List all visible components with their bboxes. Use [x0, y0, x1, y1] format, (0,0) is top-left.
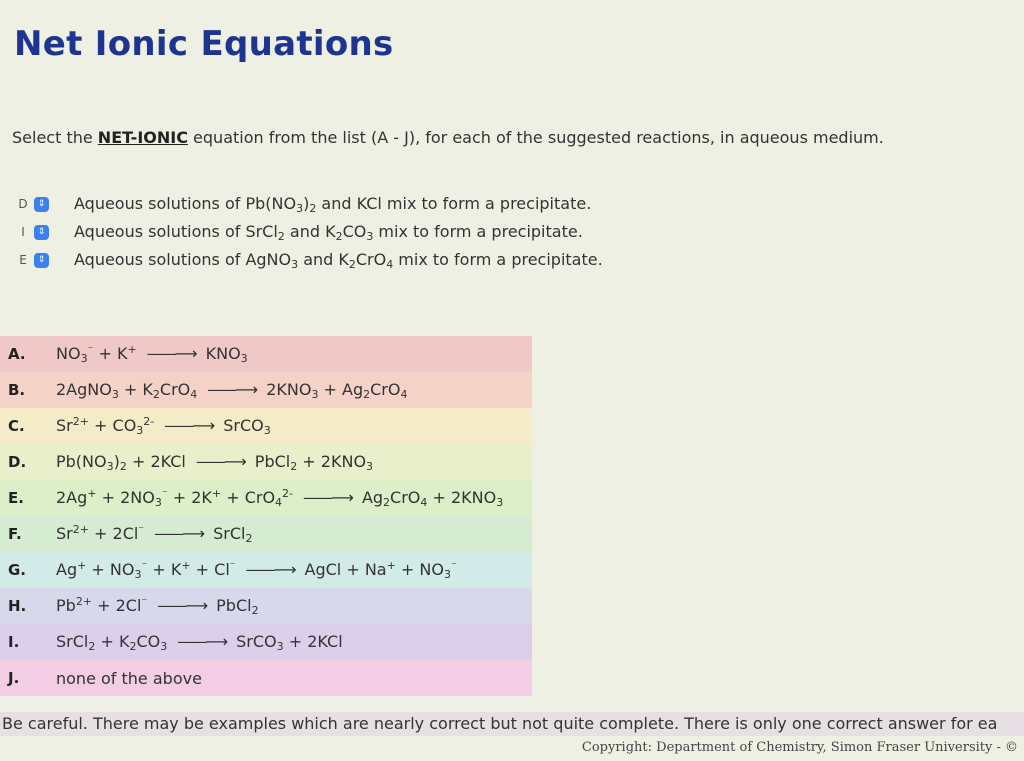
option-letter: C.	[8, 417, 25, 435]
answer-select-1[interactable]	[12, 194, 68, 214]
equation: $Pb^{2+} + 2Cl^{^-}$ ——⟶ PbCl$_2$	[56, 595, 259, 617]
instructions	[12, 128, 1012, 147]
instructions-prefix: Select the	[12, 128, 98, 147]
reaction-item	[12, 246, 603, 274]
selected-value: E	[19, 253, 27, 267]
reaction-text: Aqueous solutions of SrCl$_2$ and $K_2CO_3$ mix to form a precipitate.	[74, 221, 583, 243]
option-letter: H.	[8, 597, 27, 615]
reaction-list	[12, 190, 603, 274]
reaction-arrow-icon: ——⟶	[245, 560, 295, 579]
net-ionic-keyword: NET-IONIC	[97, 128, 188, 147]
reaction-arrow-icon: ——⟶	[195, 451, 245, 471]
updown-chevron-icon[interactable]: ⇕	[34, 253, 49, 268]
answer-select-2[interactable]	[12, 222, 68, 242]
reaction-arrow-icon: ——⟶	[164, 416, 214, 435]
page-title: Net Ionic Equations	[14, 24, 394, 64]
option-c	[0, 408, 532, 444]
reaction-text: Aqueous solutions of AgNO$_3$ and $K_2CrO_4$ mix to form a precipitate.	[74, 249, 603, 271]
equation: $NO_3^{^-} + K^+$ ——⟶ $KNO_3$	[56, 343, 248, 365]
equation: none of the above	[56, 668, 202, 688]
answer-options	[0, 336, 532, 696]
reaction-item	[12, 190, 603, 218]
selected-value: D	[18, 197, 28, 211]
reaction-item	[12, 218, 603, 246]
option-letter: B.	[8, 381, 26, 399]
equation: $Ag^+ + NO_3^{^-} + K^+ + Cl^{^-}$ ——⟶ AgCl + $Na^+ + NO_3^{^-}$	[56, 559, 457, 581]
equation: 2AgNO$_3$ + $K_2CrO_4$ ——⟶ $2KNO_3 + Ag_2CrO_4$	[56, 379, 408, 401]
equation: $Pb(NO_3)_2 + 2KCl$ ——⟶ PbCl$_2$ + $2KNO_3$	[56, 451, 374, 473]
option-letter: E.	[8, 489, 24, 507]
reaction-arrow-icon: ——⟶	[207, 379, 257, 399]
updown-chevron-icon[interactable]: ⇕	[34, 225, 49, 240]
selected-value: I	[21, 225, 25, 239]
option-j	[0, 660, 532, 696]
equation: $2Ag^+ + 2NO_3^{^-} + 2K^+ + CrO_4^{2-}$ ——⟶ $Ag_2CrO_4 + 2KNO_3$	[56, 487, 504, 509]
option-letter: D.	[8, 453, 27, 471]
reaction-text: Aqueous solutions of $Pb(NO_3)_2$ and KCl mix to form a precipitate.	[74, 193, 592, 215]
updown-chevron-icon[interactable]: ⇕	[34, 197, 49, 212]
copyright: Copyright: Department of Chemistry, Simon Fraser University - ©	[581, 740, 1018, 755]
equation: $Sr^{2+} + CO_3^{2-}$ ——⟶ SrCO$_3$	[56, 415, 271, 437]
reaction-arrow-icon: ——⟶	[157, 596, 207, 615]
option-a	[0, 336, 532, 372]
option-g	[0, 552, 532, 588]
reaction-arrow-icon: ——⟶	[146, 344, 196, 363]
option-letter: F.	[8, 525, 22, 543]
option-letter: A.	[8, 345, 26, 363]
equation: SrCl$_2$ + $K_2CO_3$ ——⟶ SrCO$_3$ + 2KCl	[56, 631, 343, 653]
answer-select-3[interactable]	[12, 250, 68, 270]
reaction-arrow-icon: ——⟶	[303, 488, 352, 507]
warning-banner: Be careful. There may be examples which are nearly correct but not quite complete. There is only one correct answer for ea	[0, 712, 1024, 736]
option-i	[0, 624, 532, 660]
option-d	[0, 444, 532, 480]
option-letter: I.	[8, 633, 20, 651]
option-f	[0, 516, 532, 552]
option-h	[0, 588, 532, 624]
option-e	[0, 480, 532, 516]
option-letter: G.	[8, 561, 27, 579]
option-b	[0, 372, 532, 408]
instructions-suffix: equation from the list (A - J), for each of the suggested reactions, in aqueous medium.	[187, 128, 884, 147]
equation: $Sr^{2+} + 2Cl^{^-}$ ——⟶ SrCl$_2$	[56, 523, 253, 545]
reaction-arrow-icon: ——⟶	[154, 524, 204, 543]
option-letter: J.	[8, 669, 20, 687]
reaction-arrow-icon: ——⟶	[177, 631, 227, 651]
